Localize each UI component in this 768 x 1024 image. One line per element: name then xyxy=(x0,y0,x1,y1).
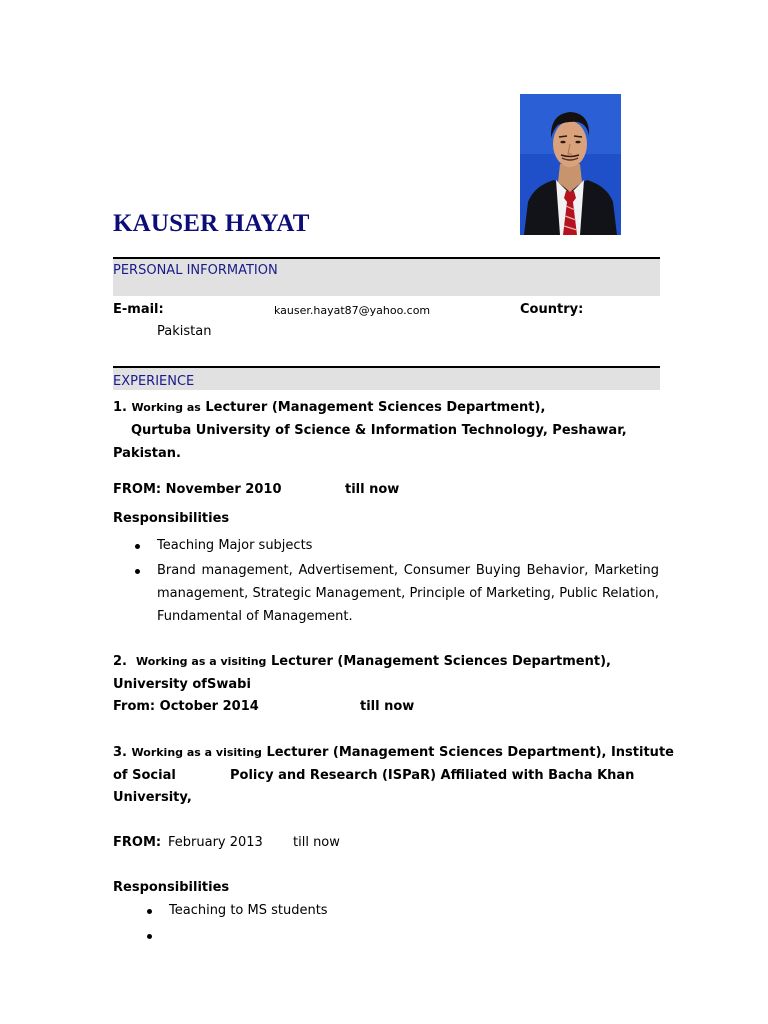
experience-bar xyxy=(113,368,660,390)
job1-org-line2: Pakistan. xyxy=(113,446,181,461)
job1-role: Lecturer (Management Sciences Department), xyxy=(205,400,546,415)
job3-org-a: of Social xyxy=(113,768,176,783)
job1-from: FROM: November 2010 xyxy=(113,482,282,497)
job2-role: Lecturer (Management Sciences Department), xyxy=(270,654,611,669)
personal-info-title: PERSONAL INFORMATION xyxy=(113,263,278,278)
job2-till: till now xyxy=(360,699,415,714)
job3-heading xyxy=(113,745,674,761)
job2-number: 2. xyxy=(113,654,127,669)
bullet-dot xyxy=(147,909,152,914)
job3-bullet1: Teaching to MS students xyxy=(169,903,328,918)
job2-org-a: University of xyxy=(113,677,207,692)
email-label: E-mail: xyxy=(113,302,164,317)
bullet-dot xyxy=(135,569,140,574)
job2-org-b: Swabi xyxy=(207,677,251,692)
job1-bullet2: Brand management, Advertisement, Consumer Buying Behavior, Marketing management, Strategic Management, Principle of Marketing, Public Relation, Fundamental of Management. xyxy=(157,563,659,624)
job2-heading xyxy=(113,654,611,670)
job2-prefix: Working as a visiting xyxy=(136,655,267,668)
country-label: Country: xyxy=(520,302,584,317)
job3-org-c: University, xyxy=(113,790,192,805)
bullet-dot xyxy=(135,544,140,549)
job3-org-b: Policy and Research (ISPaR) Affiliated with Bacha Khan xyxy=(230,768,635,783)
job3-role: Lecturer (Management Sciences Department), Institute xyxy=(266,745,674,760)
job3-prefix: Working as a visiting xyxy=(131,746,262,759)
job3-from-value: February 2013 xyxy=(168,835,263,850)
job3-number: 3. xyxy=(113,745,127,760)
job1-org-line1: Qurtuba University of Science & Information Technology, Peshawar, xyxy=(131,423,627,438)
job3-responsibilities-label: Responsibilities xyxy=(113,880,230,895)
job1-prefix: Working as xyxy=(131,401,201,414)
country-value: Pakistan xyxy=(157,324,212,339)
job2-from: From: October 2014 xyxy=(113,699,259,714)
job1-till: till now xyxy=(345,482,400,497)
job3-till: till now xyxy=(293,835,340,850)
candidate-name: KAUSER HAYAT xyxy=(113,210,310,237)
portrait-image xyxy=(520,94,621,235)
job1-responsibilities-label: Responsibilities xyxy=(113,511,230,526)
job3-from-label: FROM: xyxy=(113,835,162,850)
job1-number: 1. xyxy=(113,400,127,415)
bullet-dot xyxy=(147,934,152,939)
email-value: kauser.hayat87@yahoo.com xyxy=(274,304,431,317)
job1-heading xyxy=(113,400,545,416)
experience-title: EXPERIENCE xyxy=(113,374,195,389)
profile-photo xyxy=(520,94,621,235)
job1-bullet1: Teaching Major subjects xyxy=(157,538,313,553)
